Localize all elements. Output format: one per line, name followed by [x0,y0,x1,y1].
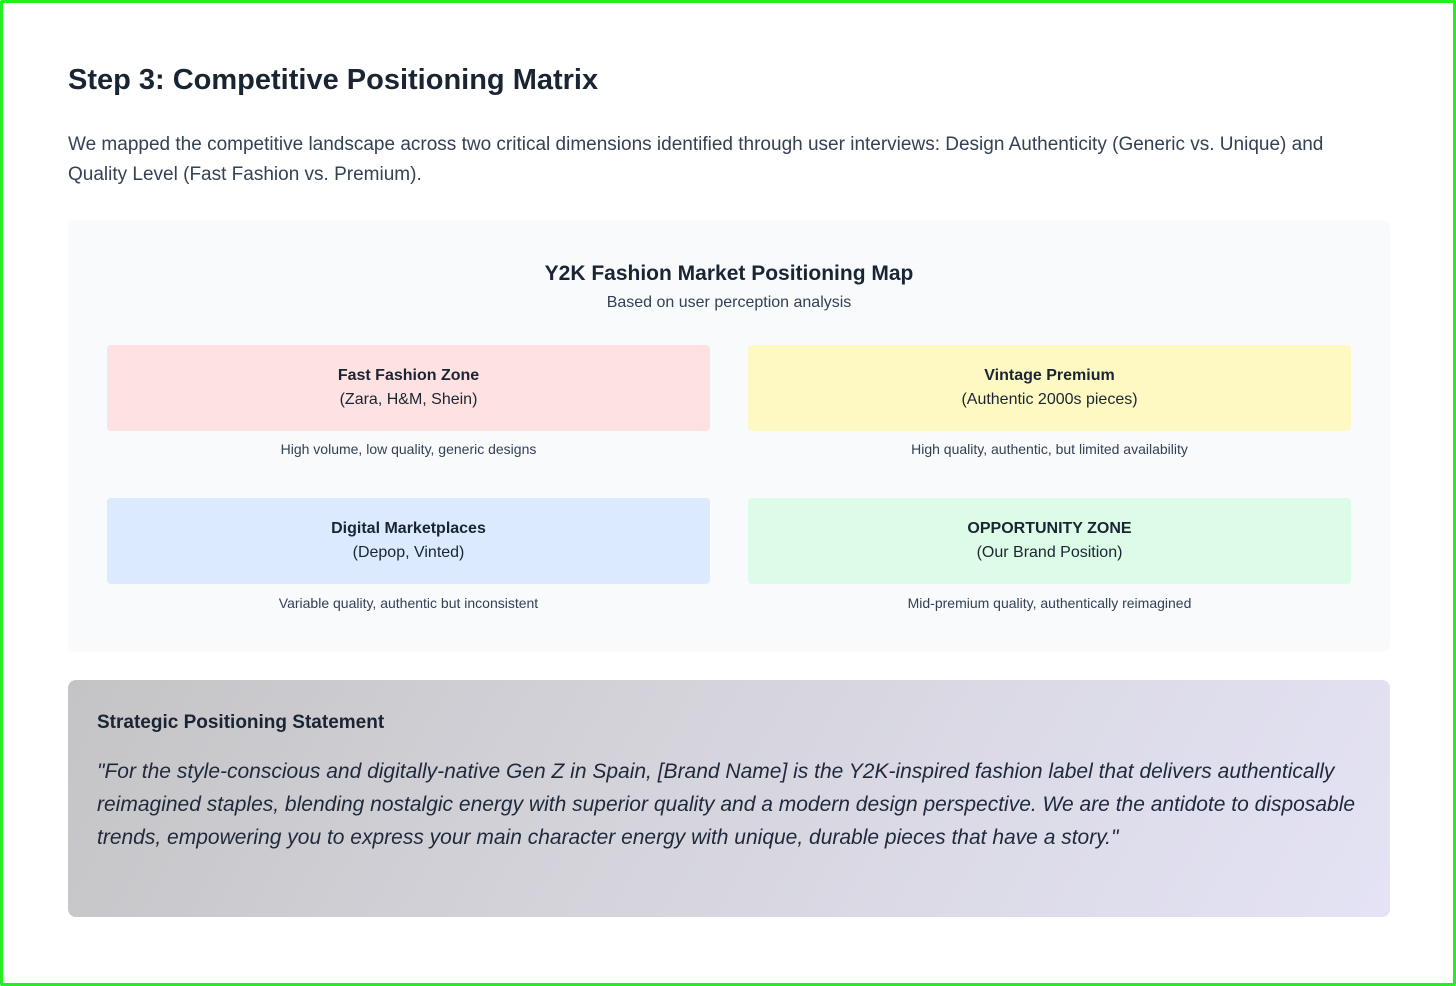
quadrant-description: High volume, low quality, generic designs [280,441,537,457]
quadrant-digital-marketplaces [107,498,710,584]
matrix-title: Y2K Fashion Market Positioning Map [544,262,914,285]
quadrant-title: OPPORTUNITY ZONE [967,520,1132,537]
quadrant-title: Fast Fashion Zone [337,367,480,384]
page-title: Step 3: Competitive Positioning Matrix [68,64,599,96]
quadrant-opportunity-zone [748,498,1351,584]
quadrant-title: Digital Marketplaces [331,520,486,537]
quadrant-examples: (Authentic 2000s pieces) [961,391,1138,408]
quadrant-title: Vintage Premium [984,367,1115,384]
quadrant-examples: (Depop, Vinted) [352,544,465,561]
quadrant-examples: (Our Brand Position) [976,544,1123,561]
matrix-subtitle: Based on user perception analysis [606,294,852,311]
quadrant-vintage-premium [748,345,1351,431]
quadrant-description: Mid-premium quality, authentically reimagined [907,595,1192,611]
quadrant-description: Variable quality, authentic but inconsistent [278,595,539,611]
quadrant-fast-fashion [107,345,710,431]
statement-label: Strategic Positioning Statement [97,712,385,733]
intro-paragraph: We mapped the competitive landscape across two critical dimensions identified through user interviews: Design Authenticity (Generic vs. Unique) and Quality Level (Fast Fashion vs. Premium). [68,134,1324,185]
quadrant-description: High quality, authentic, but limited availability [911,441,1188,457]
statement-quote: "For the style-conscious and digitally-native Gen Z in Spain, [Brand Name] is the Y2K-inspired fashion label that delivers authentically reimagined staples, blending nostalgic energy with superior quality and a modern design perspective. We are the antidote to disposable trends, empowering you to express your main character energy with unique, durable pieces that have a story." [97,760,1356,849]
quadrant-examples: (Zara, H&M, Shein) [339,391,478,408]
